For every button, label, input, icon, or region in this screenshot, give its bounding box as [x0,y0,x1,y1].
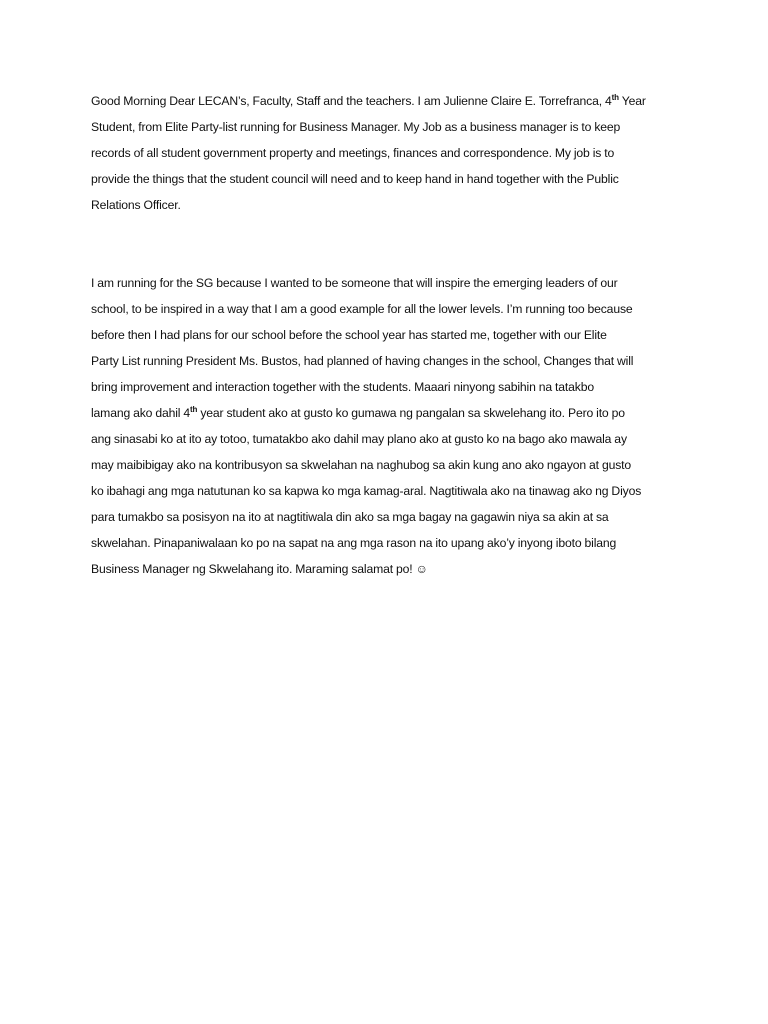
text-line: Business Manager ng Skwelahang ito. Maraming salamat po! ☺ [91,562,428,576]
text-line: Relations Officer. [91,198,181,212]
text-line: bring improvement and interaction together with the students. Maaari ninyong sabihin na tatakbo [91,380,594,394]
text-line [91,400,711,426]
text-segment: Year [618,94,646,108]
text-line: before then I had plans for our school before the school year has started me, together with our Elite [91,328,607,342]
text-line: ko ibahagi ang mga natutunan ko sa kapwa ko mga kamag-aral. Nagtitiwala ako na tinawag ako ng Diyos [91,484,642,498]
text-line [91,88,711,114]
text-segment: Good Morning Dear LECAN’s, Faculty, Staff and the teachers. I am Julienne Claire E. Torrefranca, 4 [91,94,612,108]
ordinal-suffix: th [611,93,619,102]
text-line: may maibibigay ako na kontribusyon sa skwelahan na naghubog sa akin kung ano ako ngayon at gusto [91,458,632,472]
paragraph-introduction [91,88,711,218]
paragraph-campaign-reasons [91,270,711,582]
text-segment: year student ako at gusto ko gumawa ng pangalan sa skwelehang ito. Pero ito po [197,406,625,420]
text-line: provide the things that the student council will need and to keep hand in hand together with the Public [91,172,619,186]
text-line: records of all student government property and meetings, finances and correspondence. My job is to [91,146,615,160]
text-line: skwelahan. Pinapaniwalaan ko po na sapat na ang mga rason na ito upang ako’y inyong iboto bilang [91,536,617,550]
text-line: para tumakbo sa posisyon na ito at nagtitiwala din ako sa mga bagay na gagawin niya sa akin at sa [91,510,609,524]
text-line: ang sinasabi ko at ito ay totoo, tumatakbo ako dahil may plano ako at gusto ko na bago ako mawala ay [91,432,627,446]
text-line: Student, from Elite Party-list running for Business Manager. My Job as a business manager is to keep [91,120,621,134]
ordinal-suffix: th [190,405,198,414]
text-segment: lamang ako dahil 4 [91,406,191,420]
text-line: school, to be inspired in a way that I am a good example for all the lower levels. I’m running too because [91,302,633,316]
text-line: Party List running President Ms. Bustos, had planned of having changes in the school, Changes that will [91,354,634,368]
text-line: I am running for the SG because I wanted to be someone that will inspire the emerging leaders of our [91,276,618,290]
